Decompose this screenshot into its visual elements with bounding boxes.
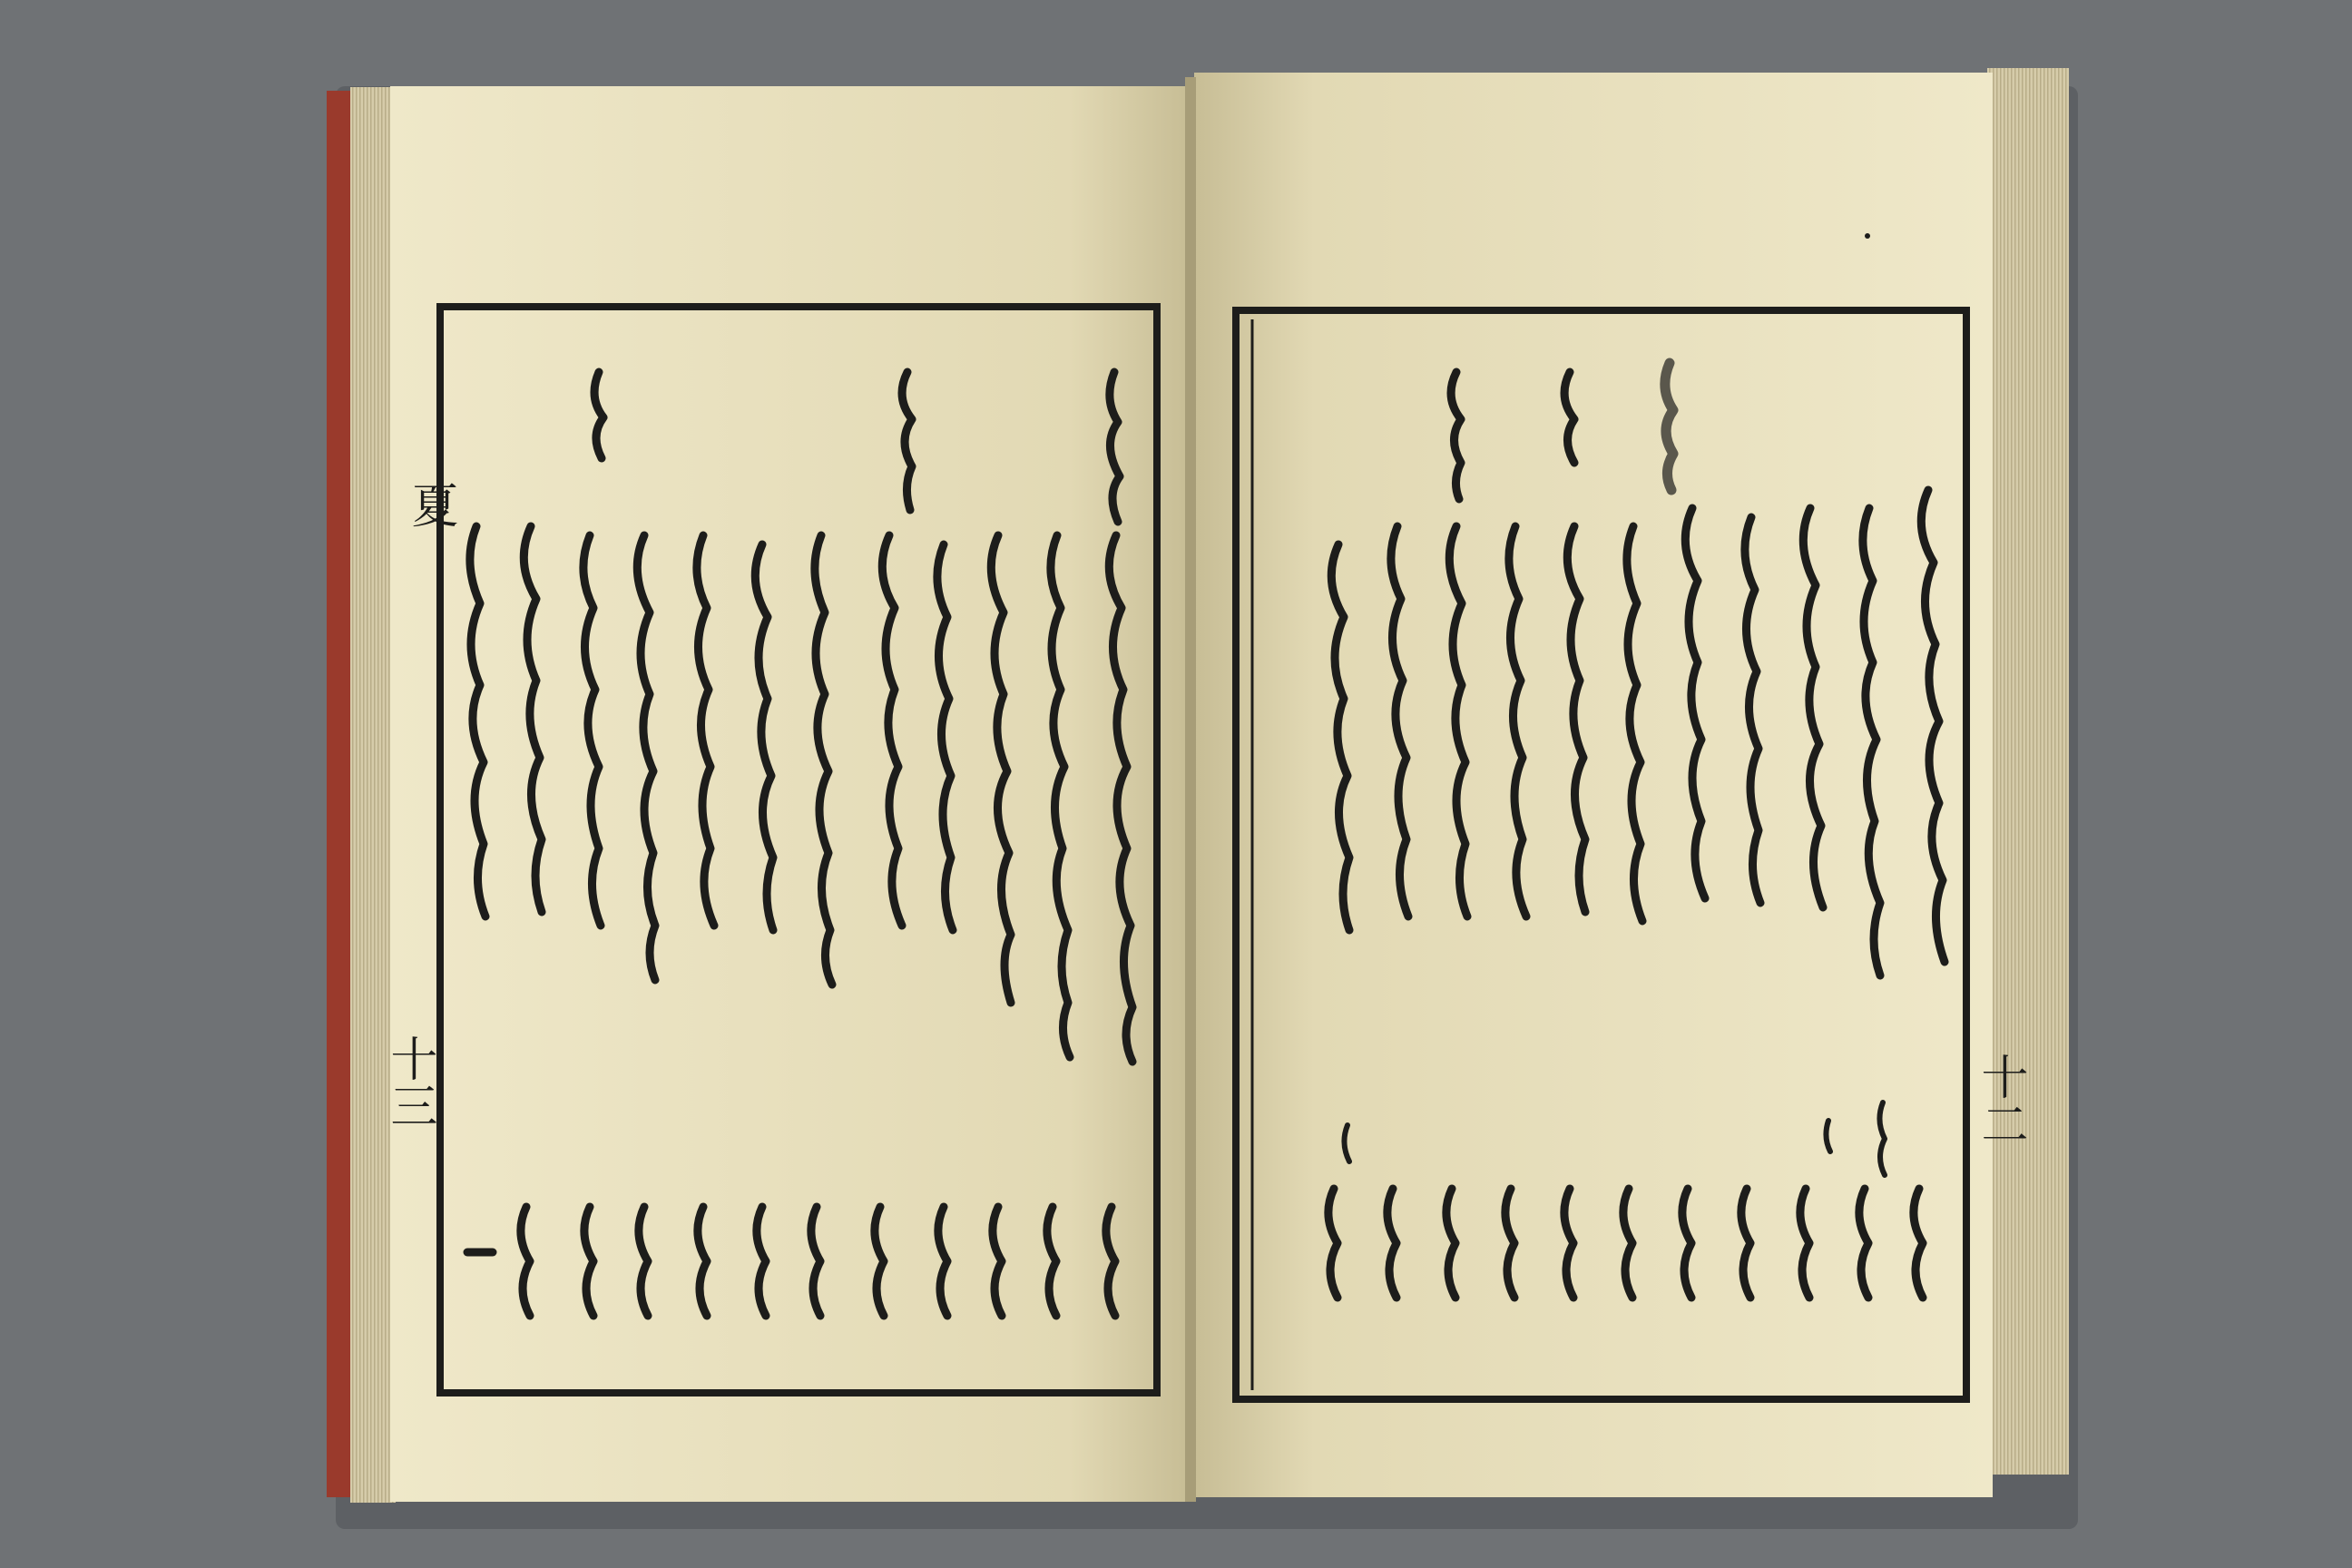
left-page	[390, 86, 1189, 1502]
left-margin-folio: 十三	[382, 1034, 436, 1129]
left-margin-title: 夏	[403, 481, 457, 528]
page-edges-right	[1987, 68, 2069, 1475]
page-edges-left	[350, 87, 396, 1503]
ink-mark	[1865, 233, 1870, 239]
right-page	[1194, 73, 1993, 1497]
right-margin-folio: 十二	[1973, 1053, 2027, 1147]
gutter	[1185, 77, 1196, 1502]
cover-edge-left	[327, 91, 352, 1497]
